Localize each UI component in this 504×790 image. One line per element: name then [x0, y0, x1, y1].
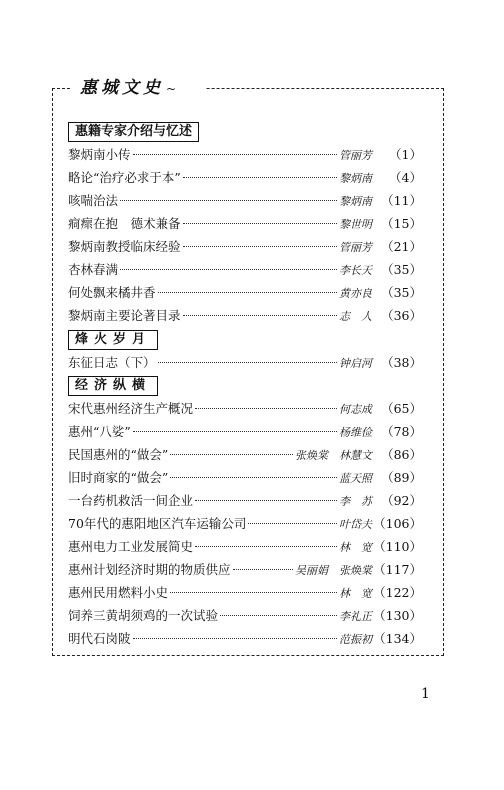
entry-title: 何处飘来橘井香	[68, 285, 156, 300]
entry-title: 惠州电力工业发展简史	[68, 539, 194, 554]
entry-author: 林 宽	[339, 587, 372, 600]
dot-leader	[158, 292, 337, 293]
entry-page: （11）	[381, 193, 422, 208]
toc-entry	[68, 145, 422, 165]
entry-title: 饲养三黄胡须鸡的一次试验	[68, 608, 219, 623]
entry-page: （92）	[381, 493, 422, 508]
dot-leader	[233, 569, 293, 570]
toc-entry	[68, 560, 422, 580]
dot-leader	[120, 269, 337, 270]
entry-page: （117）	[373, 562, 422, 577]
entry-page: （130）	[373, 608, 422, 623]
dot-leader	[195, 408, 337, 409]
entry-page: （38）	[381, 355, 422, 370]
entry-title: 黎炳南教授临床经验	[68, 239, 181, 254]
page-number: 1	[421, 686, 430, 702]
entry-author: 蓝天照	[339, 472, 372, 485]
entry-author: 李礼正	[339, 610, 372, 623]
toc-entry	[68, 191, 422, 211]
entry-page: （89）	[381, 470, 422, 485]
entry-page: （35）	[381, 262, 422, 277]
section-heading: 经济纵横	[68, 376, 158, 396]
entry-author: 黎炳南	[339, 172, 372, 185]
toc-entry	[68, 168, 422, 188]
entry-page: （78）	[381, 424, 422, 439]
page-title	[80, 76, 204, 100]
entry-title: 咳喘治法	[68, 193, 119, 208]
dot-leader	[133, 638, 337, 639]
entry-page: （65）	[381, 401, 422, 416]
toc-entry	[68, 422, 422, 442]
toc-entry	[68, 537, 422, 557]
toc-entry	[68, 629, 422, 649]
entry-title: 黎炳南小传	[68, 147, 131, 162]
entry-author: 李长天	[339, 264, 372, 277]
entry-title: 一台药机救活一间企业	[68, 493, 194, 508]
flourish-ornament: ~	[166, 82, 177, 96]
dot-leader	[133, 431, 337, 432]
section-heading: 惠籍专家介绍与忆述	[68, 122, 199, 142]
entry-page: （4）	[389, 170, 422, 185]
dot-leader	[248, 523, 337, 524]
entry-page: （1）	[389, 147, 422, 162]
entry-author: 黎世明	[339, 218, 372, 231]
entry-title: 杏林春满	[68, 262, 119, 277]
entry-title: 旧时商家的“做会”	[68, 470, 169, 485]
dot-leader	[195, 500, 337, 501]
dot-leader	[120, 200, 337, 201]
entry-author: 张焕棠 林慧文	[295, 449, 372, 462]
toc-entry	[68, 491, 422, 511]
entry-title: 70年代的惠阳地区汽车运输公司	[68, 516, 247, 531]
dot-leader	[158, 362, 337, 363]
entry-title: 东征日志（下）	[68, 355, 156, 370]
entry-page: （110）	[373, 539, 422, 554]
dot-leader	[170, 477, 337, 478]
dot-leader	[133, 154, 337, 155]
toc-entry	[68, 514, 422, 534]
entry-author: 杨维俭	[339, 426, 372, 439]
entry-author: 范振初	[339, 633, 372, 646]
toc-entry	[68, 583, 422, 603]
toc-entry	[68, 399, 422, 419]
dot-leader	[220, 615, 337, 616]
entry-page: （35）	[381, 285, 422, 300]
entry-title: 惠州民用燃料小史	[68, 585, 169, 600]
toc-entry	[68, 214, 422, 234]
entry-author: 何志成	[339, 403, 372, 416]
entry-author: 志 人	[339, 310, 372, 323]
entry-author: 叶岱夫	[339, 518, 372, 531]
dot-leader	[183, 177, 337, 178]
entry-page: （106）	[373, 516, 422, 531]
entry-page: （122）	[373, 585, 422, 600]
toc-entry	[68, 468, 422, 488]
entry-title: 宋代惠州经济生产概况	[68, 401, 194, 416]
entry-title: 惠州“八娑”	[68, 424, 131, 439]
entry-page: （15）	[381, 216, 422, 231]
section-heading: 烽火岁月	[68, 330, 158, 350]
dot-leader	[170, 454, 293, 455]
page-title-text: 惠城文史	[80, 78, 164, 98]
entry-author: 林 宽	[339, 541, 372, 554]
entry-title: 民国惠州的“做会”	[68, 447, 169, 462]
entry-page: （86）	[381, 447, 422, 462]
entry-page: （21）	[381, 239, 422, 254]
toc-entry	[68, 353, 422, 373]
entry-title: 惠州计划经济时期的物质供应	[68, 562, 231, 577]
entry-author: 黄亦良	[339, 287, 372, 300]
dot-leader	[170, 592, 337, 593]
entry-author: 钟启河	[339, 357, 372, 370]
entry-title: 略论“治疗必求于本”	[68, 170, 181, 185]
entry-page: （36）	[381, 308, 422, 323]
entry-author: 黎炳南	[339, 195, 372, 208]
entry-author: 吴丽娟 张焕棠	[295, 564, 372, 577]
dot-leader	[183, 223, 337, 224]
toc-entry	[68, 260, 422, 280]
toc-entry	[68, 283, 422, 303]
entry-author: 管丽芳	[339, 149, 372, 162]
toc-entry	[68, 237, 422, 257]
entry-title: 黎炳南主要论著目录	[68, 308, 181, 323]
dot-leader	[195, 546, 337, 547]
entry-author: 管丽芳	[339, 241, 372, 254]
dot-leader	[183, 315, 337, 316]
dot-leader	[183, 246, 337, 247]
toc-entry	[68, 445, 422, 465]
entry-page: （134）	[373, 631, 422, 646]
entry-title: 痌瘝在抱 德术兼备	[68, 216, 181, 231]
toc-entry	[68, 606, 422, 626]
toc-entry	[68, 306, 422, 326]
entry-title: 明代石岗陂	[68, 631, 131, 646]
entry-author: 李 苏	[339, 495, 372, 508]
